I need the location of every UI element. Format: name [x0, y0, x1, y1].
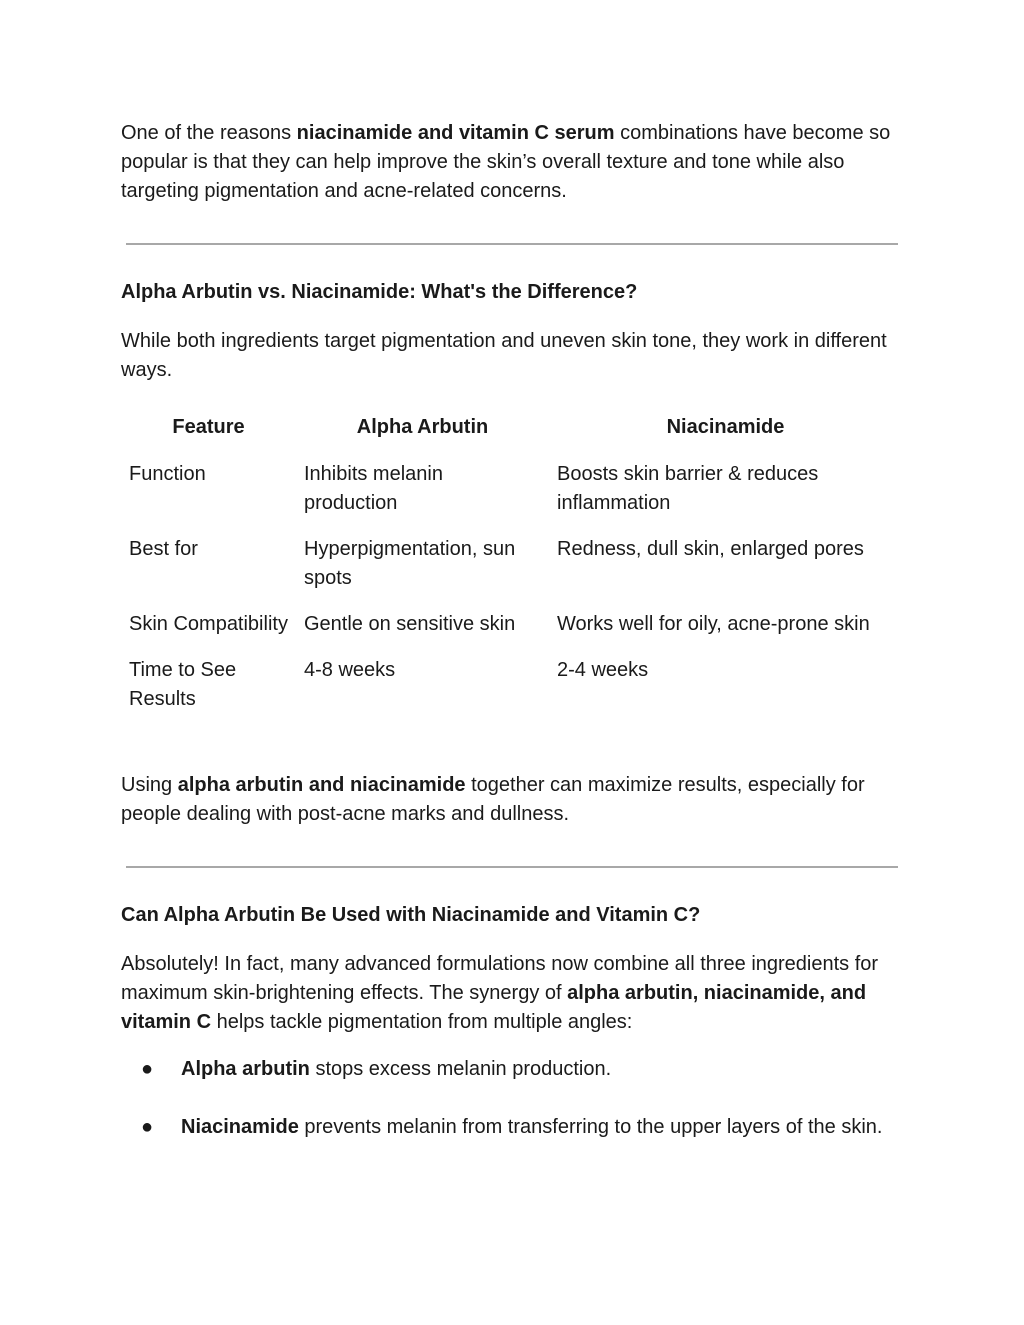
table-cell: Time to See Results [129, 659, 237, 710]
table-cell: Gentle on sensitive skin [304, 613, 516, 635]
section-heading-combination: Can Alpha Arbutin Be Used with Niacinamide and Vitamin C? [121, 904, 701, 926]
table-header-cell: Alpha Arbutin [356, 416, 489, 438]
combination-text-end: together can maximize results, especially for people dealing with post-acne marks and dullness. [121, 774, 865, 825]
table-cell: Function [129, 463, 206, 485]
list-item [121, 1055, 911, 1084]
bullet-text: stops excess melanin production. [309, 1058, 612, 1080]
horizontal-divider [126, 866, 898, 868]
combination-paragraph [121, 771, 911, 829]
bullet-bold-term: Alpha arbutin [181, 1058, 310, 1080]
table-cell: 4-8 weeks [304, 659, 396, 681]
table-row [121, 535, 902, 610]
bullet-icon: ● [141, 1116, 154, 1138]
table-cell: Best for [129, 538, 198, 560]
synergy-text-end: helps tackle pigmentation from multiple angles: [211, 1011, 633, 1033]
table-cell: Skin Compatibility [129, 613, 288, 635]
comparison-table [121, 413, 902, 731]
table-header-row [121, 413, 902, 460]
table-cell: Works well for oily, acne-prone skin [557, 613, 870, 635]
intro-text-start: One of the reasons [121, 122, 297, 144]
bullet-bold-term: Niacinamide [181, 1116, 299, 1138]
section-heading-difference: Alpha Arbutin vs. Niacinamide: What's the Difference? [121, 281, 638, 303]
list-item [121, 1113, 911, 1142]
bullet-icon: ● [141, 1058, 154, 1080]
difference-lead-paragraph: While both ingredients target pigmentation and uneven skin tone, they work in different ways. [121, 330, 887, 381]
table-cell: Redness, dull skin, enlarged pores [557, 538, 864, 560]
ingredient-bullet-list [121, 1055, 911, 1171]
table-header-cell: Feature [172, 416, 245, 438]
intro-bold-phrase: niacinamide and vitamin C serum [296, 122, 615, 144]
table-cell: Hyperpigmentation, sun spots [304, 538, 516, 589]
intro-text-end: combinations have become so popular is that they can help improve the skin’s overall texture and tone while also targeting pigmentation and acne-related concerns. [121, 122, 891, 202]
table-header-cell: Niacinamide [666, 416, 785, 438]
bullet-text: prevents melanin from transferring to the upper layers of the skin. [298, 1116, 883, 1138]
synergy-text-start: Absolutely! In fact, many advanced formulations now combine all three ingredients for maximum skin-brightening effects. The synergy of [121, 953, 879, 1004]
combination-bold-phrase: alpha arbutin and niacinamide [177, 774, 466, 796]
intro-paragraph [121, 119, 911, 206]
table-row [121, 460, 902, 535]
table-row [121, 656, 902, 731]
horizontal-divider [126, 243, 898, 245]
synergy-bold-phrase: alpha arbutin, niacinamide, and vitamin C [121, 982, 867, 1033]
table-cell: Inhibits melanin production [304, 463, 443, 514]
table-row [121, 610, 902, 656]
table-cell: 2-4 weeks [557, 659, 649, 681]
combination-text-start: Using [121, 774, 178, 796]
table-cell: Boosts skin barrier & reduces inflammation [557, 463, 819, 514]
synergy-paragraph [121, 950, 911, 1037]
